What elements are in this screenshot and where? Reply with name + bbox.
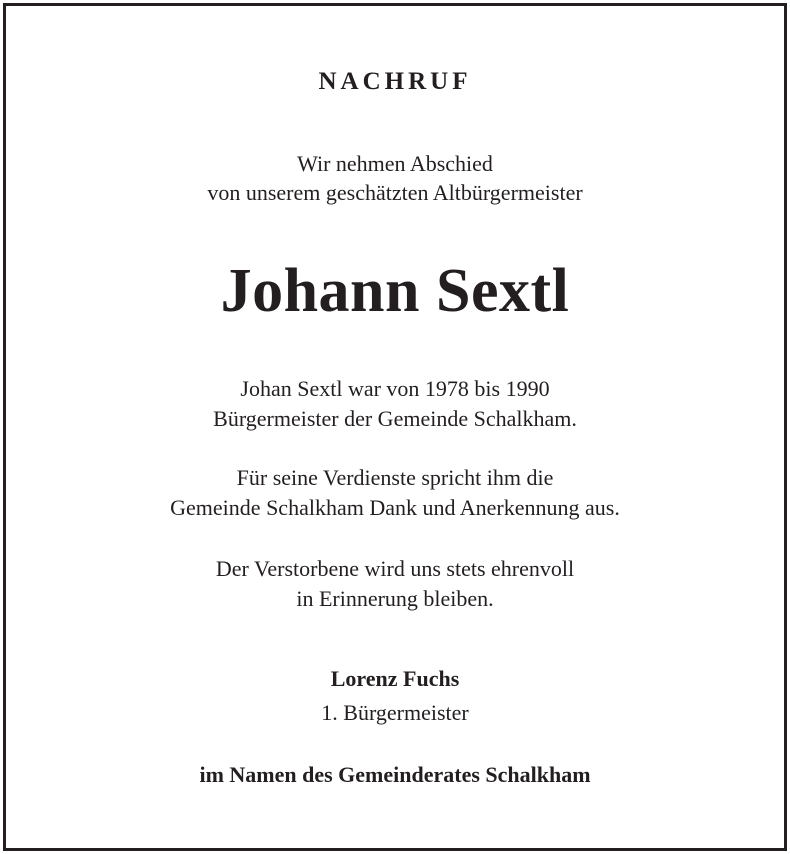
paragraph-2-line-1: Für seine Verdienste spricht ihm die [236,465,554,490]
paragraph-3-line-1: Der Verstorbene wird uns stets ehrenvoll [215,556,575,581]
paragraph-1-line-1: Johan Sextl war von 1978 bis 1990 [240,376,550,401]
heading: NACHRUF [318,68,472,95]
intro-line-1: Wir nehmen Abschied [297,151,493,176]
signatory-name: Lorenz Fuchs [330,666,460,691]
signatory-title: 1. Bürgermeister [321,700,469,725]
deceased-name: Johann Sextl [220,257,570,325]
intro-line-2: von unserem geschätzten Altbürgermeister [207,180,583,205]
footer-council: im Namen des Gemeinderates Schalkham [199,762,591,787]
paragraph-3-line-2: in Erinnerung bleiben. [296,586,494,611]
paragraph-1-line-2: Bürgermeister der Gemeinde Schalkham. [213,406,577,431]
paragraph-2-line-2: Gemeinde Schalkham Dank und Anerkennung aus. [170,495,620,520]
obituary-frame [3,3,787,851]
